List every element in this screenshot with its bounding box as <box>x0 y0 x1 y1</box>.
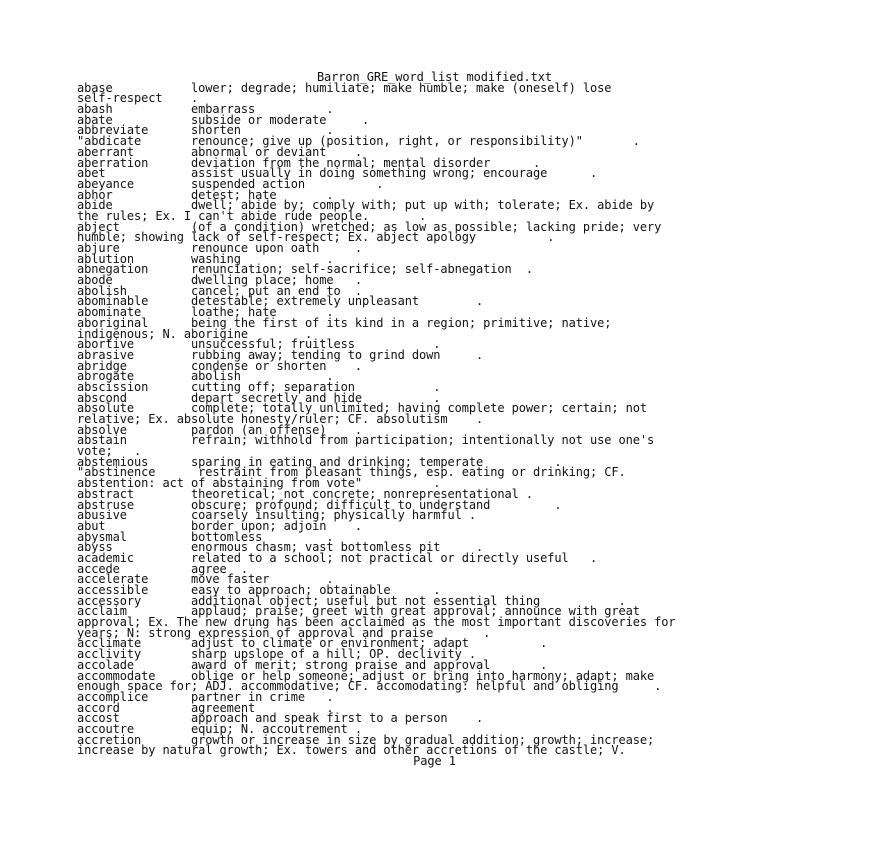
word-list-line: approval; Ex. The new drung has been acclaimed as the most important discoveries for <box>77 615 676 630</box>
word-list-line: abominable detestable; extremely unpleasant . <box>77 294 484 309</box>
word-list-line: accomplice partner in crime . <box>77 689 334 704</box>
word-list-line: increase by natural growth; Ex. towers and other accretions of the castle; V. <box>77 743 626 758</box>
word-list-line: humble; showing lack of self-respect; Ex. abject apology . <box>77 230 555 245</box>
word-list-line: accessory additional object; useful but not essential thing . <box>77 593 626 608</box>
word-list <box>77 80 837 758</box>
word-list-line: accoutre equip; N. accoutrement . <box>77 721 362 736</box>
word-list-line: accelerate move faster . <box>77 572 334 587</box>
word-list-line: abhor detest; hate . <box>77 187 334 202</box>
word-list-line: accretion growth or increase in size by gradual addition; growth; increase; <box>77 732 655 747</box>
word-list-line: accessible easy to approach; obtainable . <box>77 583 441 597</box>
word-list-line: "abstinence restraint from pleasant things, esp. eating or drinking; CF. <box>77 465 626 480</box>
word-list-line: abscission cutting off; separation . <box>77 379 441 394</box>
word-list-line: abrogate abolish . <box>77 369 334 384</box>
word-list-line: self-respect . <box>77 91 199 106</box>
word-list-line: abstruse obscure; profound; difficult to understand . <box>77 497 562 512</box>
word-list-line: abode dwelling place; home . <box>77 273 362 288</box>
word-list-line: abnegation renunciation; self-sacrifice; self-abnegation . <box>77 262 533 277</box>
word-list-line: ablution washing . <box>77 251 334 266</box>
word-list-line: abase lower; degrade; humiliate; make humble; make (oneself) lose <box>77 80 612 95</box>
word-list-line: abstemious sparing in eating and drinking; temperate . <box>77 454 562 469</box>
word-list-line: abate subside or moderate . <box>77 112 370 127</box>
word-list-line: abusive coarsely insulting; physically harmful . <box>77 508 476 523</box>
word-list-line: acclimate adjust to climate or environment; adapt . <box>77 636 548 651</box>
word-list-line: abut border upon; adjoin . <box>77 518 362 533</box>
word-list-line: accede agree . <box>77 561 248 576</box>
word-list-line: abstain refrain; withhold from participation; intentionally not use one's <box>77 433 655 448</box>
word-list-line: accolade award of merit; strong praise and approval . <box>77 657 548 672</box>
word-list-line: abeyance suspended action . <box>77 176 384 191</box>
word-list-line: aberrant abnormal or deviant . <box>77 144 362 159</box>
word-list-line: abet assist usually in doing something wrong; encourage . <box>77 166 598 181</box>
word-list-line: aboriginal being the first of its kind in a region; primitive; native; <box>77 315 612 330</box>
word-list-line: abortive unsuccessful; fruitless . <box>77 337 441 352</box>
word-list-line: abstract theoretical; not concrete; nonrepresentational . <box>77 486 533 501</box>
word-list-line: the rules; Ex. I can't abide rude people. . <box>77 208 427 223</box>
word-list-line: abash embarrass . <box>77 102 334 117</box>
word-list-line: absolve pardon (an offense) . <box>77 422 362 437</box>
word-list-line: abide dwell; abide by; comply with; put up with; tolerate; Ex. abide by <box>77 198 655 213</box>
document-filename-header: Barron_GRE_word_list modified.txt <box>316 70 553 84</box>
word-list-line: accommodate oblige or help someone; adjust or bring into harmony; adapt; make <box>77 668 655 683</box>
text-document <box>77 72 837 767</box>
word-list-line: abolish cancel; put an end to . <box>77 283 362 298</box>
word-list-line: acclaim applaud; praise; greet with great approval; announce with great <box>77 604 640 619</box>
word-list-line: abstention: act of abstaining from vote" . <box>77 476 441 491</box>
word-list-line: relative; Ex. absolute honesty/ruler; CF. absolutism . <box>77 412 484 426</box>
word-list-line: "abdicate renounce; give up (position, right, or responsibility)" . <box>77 134 640 149</box>
word-list-line: absolute complete; totally unlimited; having complete power; certain; not <box>77 401 647 416</box>
word-list-line: aberration deviation from the normal; mental disorder . <box>77 155 541 170</box>
word-list-line: abjure renounce upon oath . <box>77 241 362 255</box>
word-list-line: abysmal bottomless . <box>77 529 334 544</box>
word-list-line: years; N: strong expression of approval and praise . <box>77 625 491 640</box>
word-list-line: vote; . <box>77 444 142 459</box>
word-list-line: abbreviate shorten . <box>77 123 334 138</box>
page-number: Page 1 <box>413 754 456 768</box>
word-list-line: accord agreement . <box>77 700 334 715</box>
word-list-line: abominate loathe; hate . <box>77 305 334 320</box>
word-list-line: abject (of a condition) wretched; as low as possible; lacking pride; very <box>77 219 662 234</box>
word-list-line: indigenous; N. aborigine . <box>77 326 313 341</box>
word-list-line: abscond depart secretly and hide . <box>77 390 441 405</box>
word-list-line: accost approach and speak first to a person . <box>77 711 484 726</box>
word-list-line: enough space for; ADJ. accommodative; CF. accomodating: helpful and obliging . <box>77 679 662 694</box>
word-list-line: abrasive rubbing away; tending to grind down . <box>77 347 484 362</box>
word-list-line: academic related to a school; not practical or directly useful . <box>77 550 598 565</box>
word-list-line: abyss enormous chasm; vast bottomless pit . <box>77 540 484 555</box>
word-list-line: acclivity sharp upslope of a hill; OP. declivity . <box>77 647 476 662</box>
word-list-line: abridge condense or shorten . <box>77 358 362 373</box>
